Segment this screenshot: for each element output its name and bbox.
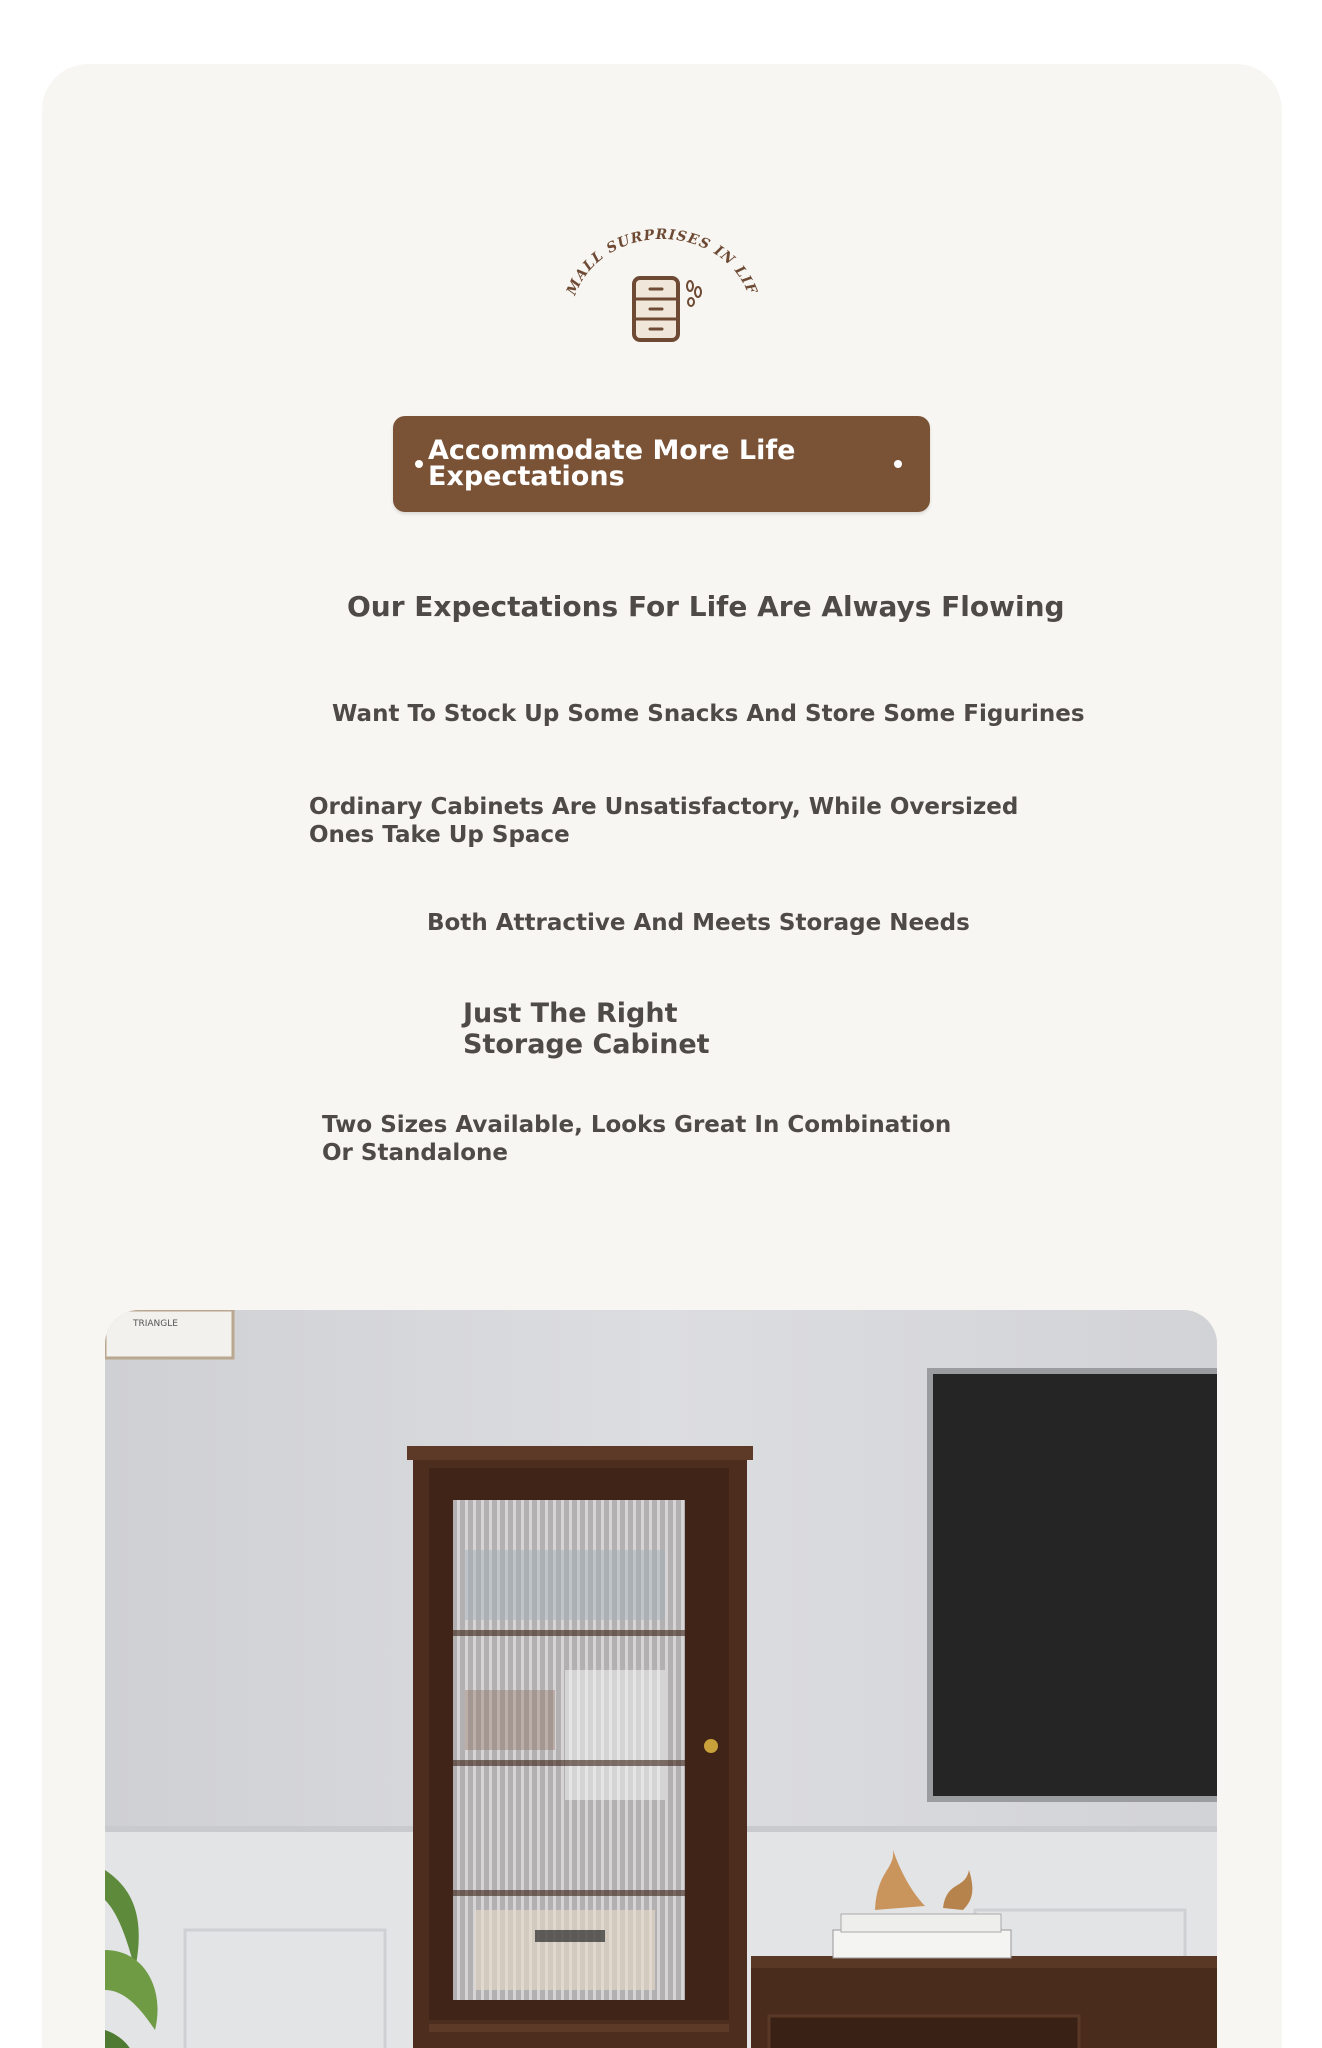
wall-frame <box>105 1310 233 1358</box>
section-headline: Our Expectations For Life Are Always Flowing <box>347 590 1065 623</box>
svg-text:SMALL SURPRISES IN LIFE: MALL SURPRISES IN LIF <box>564 226 760 298</box>
banner-dot-left <box>415 460 423 468</box>
product-photo <box>105 1310 1217 2048</box>
copy-line-cabinets: Ordinary Cabinets Are Unsatisfactory, While Oversized Ones Take Up Space <box>309 794 1019 848</box>
copy-line-snacks: Want To Stock Up Some Snacks And Store Some Figurines <box>332 701 1085 727</box>
content-card <box>42 64 1282 2048</box>
banner-title: Accommodate More Life Expectations <box>428 435 796 492</box>
frame-label: TRIANGLE <box>133 1319 178 1329</box>
copy-line-sizes: Two Sizes Available, Looks Great In Combination Or Standalone <box>322 1112 952 1166</box>
title-banner <box>393 416 930 512</box>
cabinet-scene-illustration <box>105 1310 1217 2048</box>
cabinet-knob <box>704 1739 718 1753</box>
copy-line-attractive: Both Attractive And Meets Storage Needs <box>427 910 970 936</box>
brand-logo <box>564 222 760 352</box>
section-subheadline: Just The Right Storage Cabinet <box>463 998 710 1060</box>
drawer-cabinet-icon <box>564 222 760 352</box>
banner-dot-right <box>894 460 902 468</box>
